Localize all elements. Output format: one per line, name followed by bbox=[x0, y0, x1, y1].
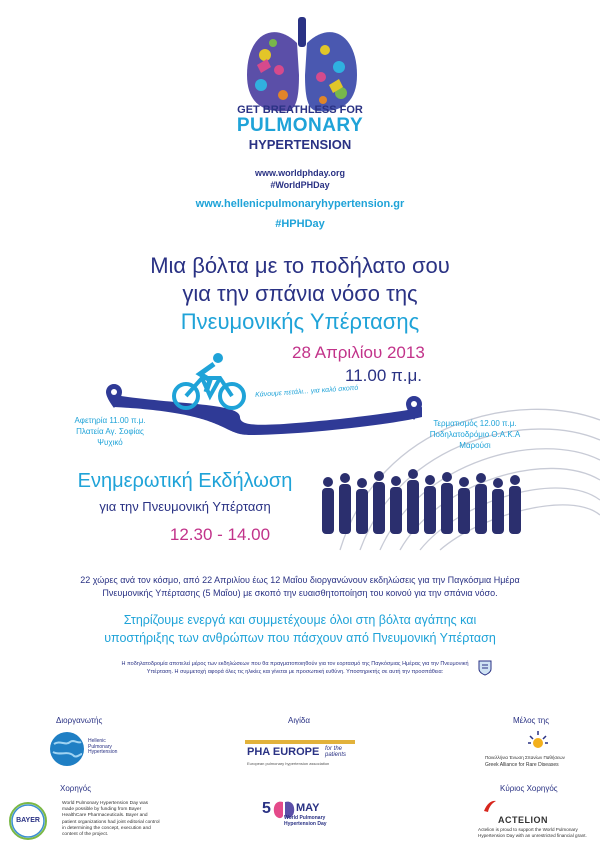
member-label: Μέλος της bbox=[513, 716, 550, 725]
pha-name: PHA EUROPE bbox=[247, 746, 320, 758]
actelion-logo-text: ACTELION bbox=[498, 815, 548, 825]
day-name1: World Pulmonary bbox=[284, 815, 326, 821]
globe-icon bbox=[48, 730, 86, 768]
member-name2: Greek Alliance for Rare Diseases bbox=[485, 762, 559, 768]
pha-europe-logo bbox=[245, 740, 355, 772]
support-line1: Στηρίζουμε ενεργά και συμμετέχουμε όλοι στη βόλτα αγάπης και bbox=[123, 613, 477, 627]
bayer-credit: World Pulmonary Hypertension Day was made possible by funding from Bayer HealthCare Pharmaceuticals. Bayer and patient organizations had joint editorial control in determining the concept, execution and content of the project. bbox=[62, 801, 160, 838]
ride-date: 28 Απριλίου 2013 bbox=[292, 343, 425, 362]
hellenic-ph-link[interactable]: www.hellenicpulmonaryhypertension.gr bbox=[195, 198, 405, 210]
event-title: Ενημερωτική Εκδήλωση bbox=[77, 470, 293, 492]
sponsor-label: Χορηγός bbox=[60, 784, 92, 793]
start-title: Αφετηρία 11.00 π.μ. bbox=[74, 416, 146, 425]
worldphday-link[interactable]: www.worldphday.org bbox=[255, 168, 345, 178]
bayer-logo-text: BAYER bbox=[16, 817, 40, 824]
organizer-name2: Pulmonary bbox=[88, 743, 112, 750]
headline-line1: Μια βόλτα με το ποδήλατο σου bbox=[150, 253, 450, 278]
worldphday-hashtag: #WorldPHDay bbox=[270, 180, 330, 190]
cyclist-icon bbox=[170, 352, 250, 412]
actelion-swoosh-icon bbox=[483, 799, 497, 813]
pha-tagline: for the patients bbox=[325, 746, 347, 758]
pha-stripe bbox=[245, 740, 355, 744]
organizer-name3: Hypertension bbox=[88, 749, 118, 755]
event-subtitle: για την Πνευμονική Υπέρταση bbox=[99, 499, 271, 514]
people-crowd-icon bbox=[318, 468, 526, 538]
pha-subtitle: European pulmonary hypertension association bbox=[247, 761, 330, 766]
sun-icon bbox=[527, 730, 549, 752]
start-place2: Ψυχικό bbox=[97, 438, 123, 448]
ride-time: 11.00 π.μ. bbox=[345, 366, 422, 385]
hph-hashtag: #HPHDay bbox=[275, 218, 325, 230]
end-info bbox=[400, 418, 550, 452]
campaign-line2: PULMONARY bbox=[236, 115, 364, 136]
ride-slogan: Κάνουμε πετάλι... για καλό σκοπό bbox=[254, 384, 359, 399]
end-pin-icon bbox=[406, 396, 422, 420]
organizer-name bbox=[88, 739, 117, 756]
headline-line2: για την σπάνια νόσο της bbox=[182, 281, 418, 306]
world-ph-day-logo bbox=[262, 792, 342, 838]
campaign-line1: GET BREATHLESS FOR bbox=[237, 104, 363, 116]
start-pin-icon bbox=[106, 384, 122, 408]
headline-line3: Πνευμονικής Υπέρτασης bbox=[180, 309, 420, 334]
body-paragraph: 22 χώρες ανά τον κόσμο, από 22 Απριλίου έως 12 Μαΐου διοργανώνουν εκδηλώσεις για την Παγκόσμια Ημέρα Πνευμονικής Υπέρτασης (5 Μαΐου) με σκοπό την ευαισθητοποίηση του κοινού για την σπάνια νόσο. bbox=[80, 575, 520, 599]
organizer-logo bbox=[48, 730, 128, 768]
municipality-crest-icon bbox=[478, 660, 492, 676]
actelion-credit: Actelion is proud to support the World Pulmonary Hypertension Day with an unrestricted financial grant. bbox=[478, 827, 587, 838]
main-sponsor-label: Κύριος Χορηγός bbox=[500, 784, 558, 793]
lungs-logo-icon bbox=[243, 15, 361, 115]
campaign-line3: HYPERTENSION bbox=[248, 137, 352, 152]
organizer-name1: Hellenic bbox=[88, 738, 106, 744]
day-name2: Hypertension Day bbox=[284, 821, 327, 827]
end-place1: Ποδηλατοδρόμιο Ο.Α.Κ.Α bbox=[429, 430, 521, 440]
end-title: Τερματισμός 12.00 π.μ. bbox=[433, 419, 517, 428]
day-name bbox=[284, 815, 327, 827]
organizer-label: Διοργανωτής bbox=[56, 716, 103, 725]
start-place1: Πλατεία Αγ. Σοφίας bbox=[76, 427, 144, 437]
day-number: 5 bbox=[262, 800, 271, 817]
support-statement bbox=[30, 611, 570, 647]
event-time: 12.30 - 14.00 bbox=[169, 525, 271, 544]
start-info bbox=[40, 415, 180, 449]
end-place2: Μαρούσι bbox=[459, 441, 491, 451]
support-line2: υποστήριξης των ανθρώπων που πάσχουν από Πνευμονική Υπέρταση bbox=[104, 631, 496, 646]
member-name1: Πανελλήνια Ένωση Σπανίων Παθήσεων bbox=[485, 755, 565, 760]
rare-diseases-logo bbox=[485, 730, 585, 772]
disclaimer: Η ποδηλατοδρομία αποτελεί μέρος των εκδηλώσεων που θα πραγματοποιηθούν για τον εορτασμό της Παγκόσμιας Ημέρας για την Πνευμονική Υπέρταση. Η συμμετοχή αφορά όλες τις ηλικίες και γίνεται με προσωπική ευθύνη. Υποστηρικτής σε αυτή την προσπάθεια: bbox=[121, 661, 469, 675]
patronage-label: Αιγίδα bbox=[288, 716, 310, 725]
day-may: MAY bbox=[296, 802, 320, 814]
